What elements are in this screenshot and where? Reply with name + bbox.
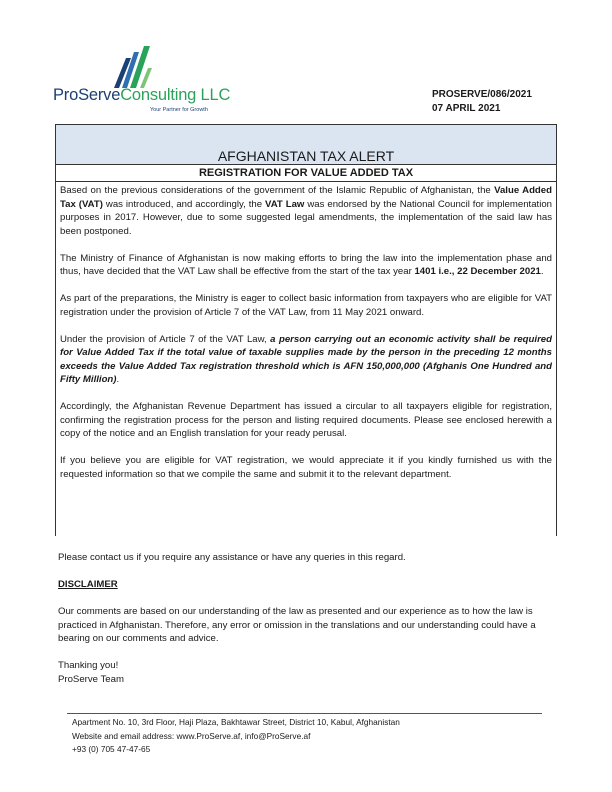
alert-subtitle: REGISTRATION FOR VALUE ADDED TAX <box>56 165 556 182</box>
paragraph-vat-introduction: Based on the previous considerations of the government of the Islamic Republic of Afghanistan, the Value Added Tax (VAT) was introduced, and accordingly, the VAT Law was endorsed by the National Council for implementation purposes in 2017. However, due to some suggested legal amendments, the implementation of the said law has been postponed. <box>60 185 553 237</box>
document-date: 07 APRIL 2021 <box>432 102 501 114</box>
paragraph-circular: Accordingly, the Afghanistan Revenue Department has issued a circular to all taxpayers eligible for registration, confirming the registration process for the person and listing required documents. Please see enclosed herewith a copy of the notice and an English translation for your ready perusal. <box>60 401 552 439</box>
company-tagline: Your Partner for Growth <box>150 107 208 113</box>
alert-title: AFGHANISTAN TAX ALERT <box>217 148 395 164</box>
contact-note: Please contact us if you require any assistance or have any queries in this regard. <box>58 552 406 563</box>
reference-number: PROSERVE/086/2021 <box>432 89 532 100</box>
signature: ProServe Team <box>58 673 124 685</box>
paragraph-effective-date: The Ministry of Finance of Afghanistan is now making efforts to bring the law into the implementation phase and thus, have decided that the VAT Law shall be effective from the start of the tax year 1401 i.e., 22 December 2021. <box>60 252 552 277</box>
website-link[interactable]: www.ProServe.af <box>176 730 241 741</box>
company-name-part1: ProServe <box>53 86 121 104</box>
thanks-line: Thanking you! <box>58 660 119 671</box>
reference-block <box>432 88 532 115</box>
disclaimer-text: Our comments are based on our understanding of the law as presented and our experience as to how the law is practiced in Afghanistan. Therefore, any error or omission in the translations and our understanding could have a bearing on our comments and advice. <box>58 606 536 644</box>
tax-alert-box <box>55 124 557 536</box>
company-name-part2: Consulting LLC <box>120 86 231 104</box>
paragraph-eligibility: If you believe you are eligible for VAT registration, we would appreciate it if you kindly furnished us with the requested information so that we compile the same and submit it to the relevant department. <box>60 455 552 480</box>
closing-section <box>58 551 552 686</box>
footer-divider <box>67 713 542 714</box>
company-logo-icon <box>104 44 156 88</box>
paragraph-threshold: Under the provision of Article 7 of the VAT Law, a person carrying out an economic activity shall be required for Value Added Tax if the total value of taxable supplies made by the person in the preceding 12 months exceeds the Value Added Tax registration threshold which is AFN 150,000,000 (Afghanis One Hundred and Fifty Million). <box>60 333 552 385</box>
email-link[interactable]: info@ProServe.af <box>244 730 311 741</box>
disclaimer-heading: DISCLAIMER <box>58 579 118 590</box>
footer-contact-line: Website and email address: www.ProServe.af, info@ProServe.af <box>72 730 311 741</box>
title-band <box>56 125 556 165</box>
footer-phone: +93 (0) 705 47-47-65 <box>72 744 151 754</box>
company-name <box>53 86 230 105</box>
paragraph-preparations: As part of the preparations, the Ministry is eager to collect basic information from taxpayers who are eligible for VAT registration under the provision of Article 7 of the VAT Law, from 11 May 2021 onward. <box>60 293 552 318</box>
footer-address: Apartment No. 10, 3rd Floor, Haji Plaza, Bakhtawar Street, District 10, Kabul, Afghanistan <box>72 717 400 727</box>
footer <box>72 716 400 757</box>
alert-body <box>60 184 552 495</box>
